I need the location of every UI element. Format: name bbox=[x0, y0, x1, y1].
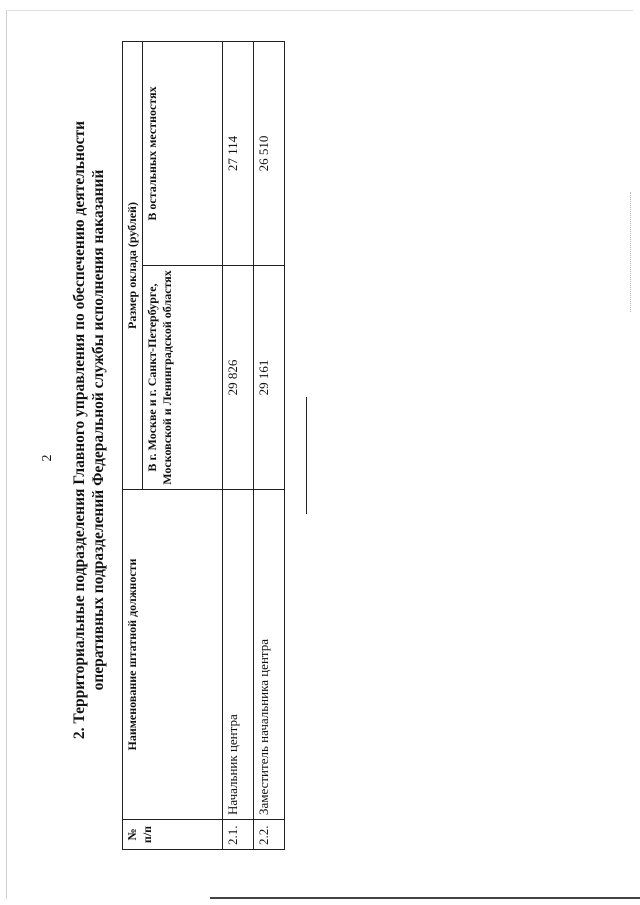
row-position-name: Начальник центра bbox=[223, 490, 254, 820]
row-number: 2.1. bbox=[223, 820, 254, 850]
header-number: № п/п bbox=[123, 820, 223, 850]
heading-line-2: оперативных подразделений Федеральной службы исполнения наказаний bbox=[90, 169, 107, 691]
table-row bbox=[223, 42, 254, 850]
row-salary-moscow: 29 161 bbox=[254, 266, 285, 490]
header-position-name: Наименование штатной должности bbox=[123, 490, 223, 820]
rotated-content bbox=[70, 10, 330, 850]
row-salary-other: 26 510 bbox=[254, 42, 285, 266]
table-header-row bbox=[123, 42, 143, 850]
header-salary: Размер оклада (рублей) bbox=[123, 42, 143, 490]
row-salary-moscow: 29 826 bbox=[223, 266, 254, 490]
page-number-text: 2 bbox=[40, 454, 55, 462]
scan-edge-dots bbox=[630, 192, 633, 312]
header-other-regions: В остальных местностях bbox=[143, 42, 223, 266]
row-number: 2.2. bbox=[254, 820, 285, 850]
row-salary-other: 27 114 bbox=[223, 42, 254, 266]
heading-line-1: 2. Территориальные подразделения Главного управления по обеспечению деятельности bbox=[71, 120, 88, 740]
header-moscow-spb: В г. Москве и г. Санкт-Петербурге, Московской и Ленинградской областях bbox=[143, 266, 223, 490]
salary-table bbox=[122, 41, 285, 850]
bottom-border-line bbox=[210, 897, 640, 899]
table-row bbox=[254, 42, 285, 850]
row-position-name: Заместитель начальника центра bbox=[254, 490, 285, 820]
